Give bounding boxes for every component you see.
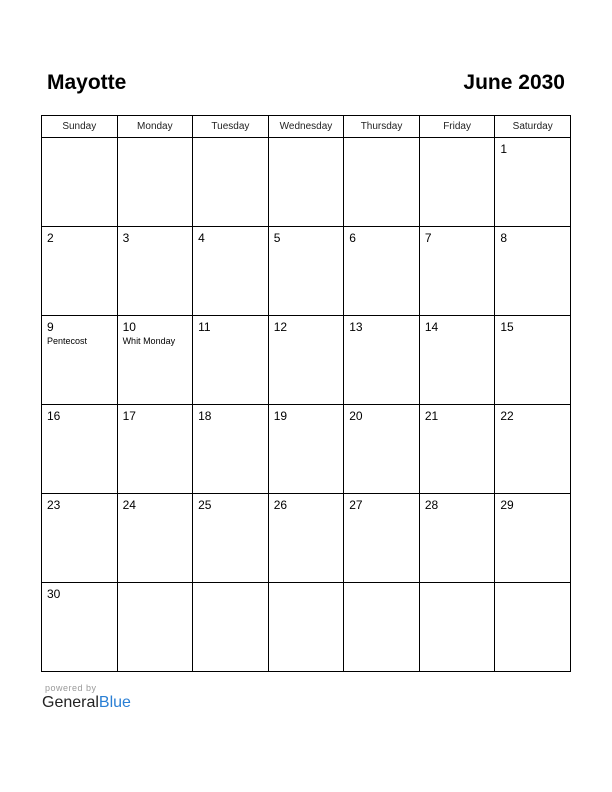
day-number: 21 bbox=[424, 409, 439, 423]
weekday-sunday: Sunday bbox=[42, 116, 118, 138]
calendar-day-cell bbox=[117, 405, 193, 494]
calendar-day-cell bbox=[495, 405, 571, 494]
calendar-day-cell bbox=[193, 405, 269, 494]
generalblue-logo[interactable] bbox=[42, 694, 131, 712]
calendar-day-cell bbox=[419, 494, 495, 583]
calendar-week-row bbox=[42, 494, 571, 583]
calendar-day-cell bbox=[268, 583, 344, 672]
day-number: 3 bbox=[122, 231, 130, 245]
weekday-header-row bbox=[42, 116, 571, 138]
day-number: 28 bbox=[424, 498, 439, 512]
calendar-body bbox=[42, 138, 571, 672]
calendar-day-cell bbox=[42, 494, 118, 583]
calendar-day-cell bbox=[193, 583, 269, 672]
weekday-thursday: Thursday bbox=[344, 116, 420, 138]
calendar-day-cell bbox=[268, 494, 344, 583]
day-number: 27 bbox=[349, 498, 363, 512]
day-number: 18 bbox=[198, 409, 212, 423]
country-title: Mayotte bbox=[47, 71, 127, 94]
calendar-day-cell bbox=[344, 316, 420, 405]
calendar-day-cell bbox=[42, 583, 118, 672]
day-number: 11 bbox=[198, 320, 211, 334]
powered-by-label: powered by bbox=[45, 683, 97, 693]
day-number: 12 bbox=[273, 320, 288, 334]
weekday-friday: Friday bbox=[419, 116, 495, 138]
day-number: 15 bbox=[500, 320, 514, 334]
holiday-label: Whit Monday bbox=[122, 336, 176, 346]
weekday-saturday: Saturday bbox=[495, 116, 571, 138]
calendar-day-cell bbox=[344, 227, 420, 316]
calendar-day-cell bbox=[419, 316, 495, 405]
brand-blue: Blue bbox=[98, 694, 131, 711]
calendar-day-cell bbox=[268, 405, 344, 494]
day-number: 20 bbox=[349, 409, 363, 423]
day-number: 7 bbox=[424, 231, 432, 245]
day-number: 22 bbox=[500, 409, 514, 423]
calendar-day-cell bbox=[344, 494, 420, 583]
calendar-day-cell bbox=[268, 316, 344, 405]
day-number: 29 bbox=[500, 498, 514, 512]
calendar-day-cell bbox=[42, 227, 118, 316]
calendar-day-cell bbox=[193, 227, 269, 316]
calendar-day-cell bbox=[268, 227, 344, 316]
day-number: 8 bbox=[500, 231, 508, 245]
calendar-day-cell bbox=[117, 227, 193, 316]
day-number: 2 bbox=[47, 231, 54, 245]
calendar-week-row bbox=[42, 227, 571, 316]
calendar-day-cell bbox=[268, 138, 344, 227]
calendar-day-cell bbox=[419, 138, 495, 227]
day-number: 10 bbox=[122, 320, 136, 334]
month-year-title: June 2030 bbox=[463, 71, 565, 94]
calendar-day-cell bbox=[117, 316, 193, 405]
calendar-day-cell bbox=[495, 138, 571, 227]
day-number: 17 bbox=[122, 409, 136, 423]
day-number: 14 bbox=[424, 320, 439, 334]
day-number: 16 bbox=[47, 409, 61, 423]
holiday-label: Pentecost bbox=[47, 336, 88, 346]
calendar-day-cell bbox=[193, 316, 269, 405]
day-number: 13 bbox=[349, 320, 363, 334]
day-number: 24 bbox=[122, 498, 136, 512]
calendar-day-cell bbox=[117, 494, 193, 583]
day-number: 9 bbox=[47, 320, 54, 334]
calendar-day-cell bbox=[42, 316, 118, 405]
calendar-day-cell bbox=[344, 405, 420, 494]
calendar-day-cell bbox=[117, 583, 193, 672]
day-number: 6 bbox=[349, 231, 356, 245]
day-number: 4 bbox=[198, 231, 205, 245]
weekday-tuesday: Tuesday bbox=[193, 116, 269, 138]
calendar-day-cell bbox=[495, 316, 571, 405]
day-number: 26 bbox=[273, 498, 288, 512]
calendar-day-cell bbox=[344, 583, 420, 672]
calendar-day-cell bbox=[193, 494, 269, 583]
calendar-week-row bbox=[42, 583, 571, 672]
calendar-day-cell bbox=[42, 138, 118, 227]
calendar-day-cell bbox=[495, 494, 571, 583]
weekday-monday: Monday bbox=[117, 116, 193, 138]
day-number: 5 bbox=[273, 231, 281, 245]
day-number: 1 bbox=[500, 142, 508, 156]
calendar-day-cell bbox=[495, 583, 571, 672]
calendar-grid bbox=[41, 115, 571, 672]
day-number: 25 bbox=[198, 498, 212, 512]
calendar-day-cell bbox=[419, 583, 495, 672]
calendar-day-cell bbox=[495, 227, 571, 316]
calendar-day-cell bbox=[117, 138, 193, 227]
day-number: 19 bbox=[273, 409, 288, 423]
calendar-week-row bbox=[42, 405, 571, 494]
calendar-day-cell bbox=[344, 138, 420, 227]
day-number: 23 bbox=[47, 498, 61, 512]
calendar-week-row bbox=[42, 316, 571, 405]
calendar-day-cell bbox=[419, 227, 495, 316]
brand-general: General bbox=[42, 694, 99, 711]
calendar-day-cell bbox=[42, 405, 118, 494]
calendar-day-cell bbox=[419, 405, 495, 494]
day-number: 30 bbox=[47, 587, 61, 601]
calendar-day-cell bbox=[193, 138, 269, 227]
weekday-wednesday: Wednesday bbox=[268, 116, 344, 138]
calendar-week-row bbox=[42, 138, 571, 227]
